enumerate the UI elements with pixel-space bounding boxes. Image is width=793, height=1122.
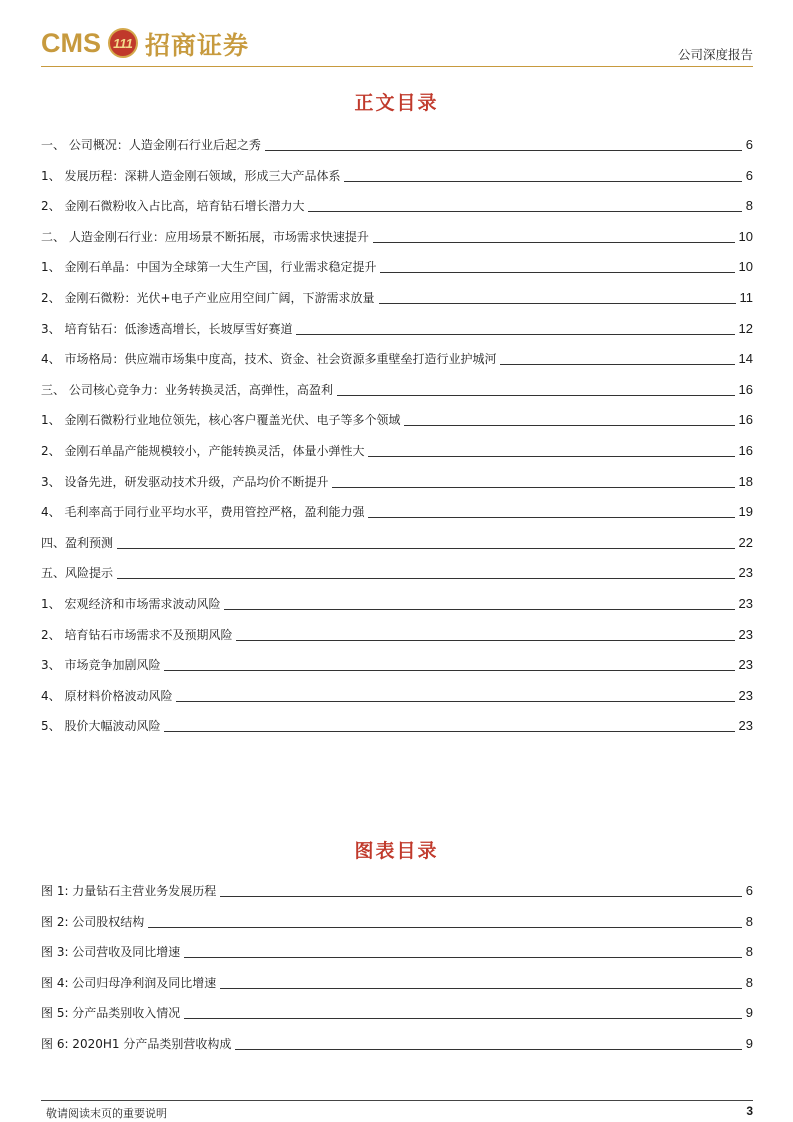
toc-entry[interactable]	[41, 686, 753, 703]
toc-entry-page: 23	[738, 626, 753, 642]
toc-entry[interactable]	[41, 288, 753, 305]
dot-leader	[373, 242, 735, 243]
footer-note: 敬请阅读末页的重要说明	[46, 1107, 167, 1120]
toc-entry-page: 12	[738, 320, 753, 336]
toc-entry-label: 二、 人造金刚石行业：应用场景不断拓展，市场需求快速提升	[41, 229, 369, 244]
figure-entry[interactable]	[41, 1034, 753, 1051]
toc-entry-page: 23	[738, 718, 753, 734]
logo-badge-icon: 111	[108, 28, 138, 58]
dot-leader	[265, 150, 742, 151]
toc-entry[interactable]	[41, 166, 753, 183]
figure-entry-label: 图 4: 公司归母净利润及同比增速	[41, 975, 217, 990]
toc-entry[interactable]	[41, 563, 753, 580]
dot-leader	[220, 988, 741, 989]
dot-leader	[184, 1018, 741, 1019]
figure-toc-title: 图表目录	[354, 840, 439, 862]
dot-leader	[164, 670, 734, 671]
figure-entry-page: 9	[745, 1005, 753, 1021]
toc-entry[interactable]	[41, 349, 753, 366]
toc-entry-label: 五、风险提示	[41, 566, 114, 581]
toc-entry-label: 2、 金刚石微粉收入占比高，培育钻石增长潜力大	[41, 199, 305, 214]
header-divider	[41, 66, 753, 67]
figure-entry[interactable]	[41, 1003, 753, 1020]
toc-entry[interactable]	[41, 135, 753, 152]
toc-entry-label: 1、 发展历程：深耕人造金刚石领域，形成三大产品体系	[41, 168, 341, 183]
toc-entry-page: 11	[739, 290, 753, 305]
dot-leader	[332, 487, 734, 488]
figure-entry-label: 图 2: 公司股权结构	[41, 914, 145, 929]
figure-entry-label: 图 1: 力量钻石主营业务发展历程	[41, 884, 217, 898]
figure-entry-page: 8	[745, 974, 753, 990]
dot-leader	[368, 456, 734, 457]
toc-entry-label: 1、 宏观经济和市场需求波动风险	[41, 597, 221, 611]
toc-entry[interactable]	[41, 625, 753, 642]
figure-entry[interactable]	[41, 973, 753, 990]
figure-entry-page: 8	[745, 944, 753, 960]
toc-entry-label: 1、 金刚石单晶：中国为全球第一大生产国，行业需求稳定提升	[41, 260, 377, 275]
toc-entry[interactable]	[41, 716, 753, 733]
toc-entry-page: 8	[745, 198, 753, 214]
footer-page-number: 3	[746, 1104, 753, 1118]
toc-entry-page: 23	[738, 687, 753, 703]
toc-entry-label: 5、 股价大幅波动风险	[41, 719, 161, 734]
report-type-label: 公司深度报告	[677, 47, 753, 62]
dot-leader	[224, 609, 734, 610]
toc-entry-label: 一、 公司概况：人造金刚石行业后起之秀	[41, 138, 261, 152]
figure-entry[interactable]	[41, 912, 753, 929]
toc-entry-page: 22	[738, 534, 753, 550]
toc-entry[interactable]	[41, 196, 753, 213]
dot-leader	[235, 1049, 741, 1050]
toc-entry-label: 三、 公司核心竞争力：业务转换灵活，高弹性，高盈利	[41, 382, 333, 397]
dot-leader	[404, 425, 734, 426]
toc-entry-page: 23	[738, 657, 753, 673]
toc-entry-page: 16	[738, 443, 753, 458]
dot-leader	[368, 517, 734, 518]
toc-entry-page: 16	[738, 412, 753, 428]
dot-leader	[176, 701, 734, 702]
logo-chinese-name: 招商证券	[145, 31, 250, 60]
toc-entry-page: 14	[738, 351, 753, 367]
dot-leader	[379, 303, 736, 304]
toc-entry-page: 10	[738, 228, 753, 244]
toc-entry-page: 19	[738, 504, 753, 520]
toc-entry-label: 4、 毛利率高于同行业平均水平，费用管控严格，盈利能力强	[41, 505, 365, 520]
toc-entry-page: 23	[738, 565, 753, 581]
dot-leader	[236, 640, 734, 641]
dot-leader	[500, 364, 734, 365]
toc-entry-page: 10	[738, 259, 753, 275]
dot-leader	[337, 395, 735, 396]
toc-entry[interactable]	[41, 410, 753, 427]
toc-entry[interactable]	[41, 441, 753, 458]
dot-leader	[164, 731, 734, 732]
toc-entry-label: 4、 市场格局：供应端市场集中度高，技术、资金、社会资源多重壁垒打造行业护城河	[41, 352, 497, 367]
logo-cms: CMS	[41, 28, 101, 58]
toc-entry-page: 18	[738, 473, 753, 489]
toc-entry-page: 6	[745, 167, 753, 183]
figure-entry-page: 8	[745, 913, 753, 929]
toc-entry-label: 2、 金刚石微粉：光伏+电子产业应用空间广阔，下游需求放量	[41, 291, 375, 305]
dot-leader	[380, 272, 734, 273]
toc-entry-label: 3、 设备先进，研发驱动技术升级，产品均价不断提升	[41, 474, 329, 489]
toc-entry-label: 3、 培育钻石：低渗透高增长，长坡厚雪好赛道	[41, 321, 293, 336]
toc-entry-label: 1、 金刚石微粉行业地位领先，核心客户覆盖光伏、电子等多个领域	[41, 413, 401, 428]
toc-entry-label: 4、 原材料价格波动风险	[41, 688, 173, 703]
toc-entry-label: 3、 市场竞争加剧风险	[41, 658, 161, 673]
dot-leader	[296, 334, 734, 335]
toc-entry[interactable]	[41, 472, 753, 489]
toc-entry[interactable]	[41, 380, 753, 397]
toc-entry-label: 2、 金刚石单晶产能规模较小，产能转换灵活，体量小弹性大	[41, 444, 365, 458]
footer-divider	[41, 1100, 753, 1101]
toc-entry[interactable]	[41, 227, 753, 244]
dot-leader	[148, 927, 741, 928]
toc-entry-label: 四、盈利预测	[41, 535, 114, 550]
toc-entry-page: 23	[738, 596, 753, 611]
main-toc-title: 正文目录	[354, 92, 439, 114]
figure-entry-label: 图 5: 分产品类别收入情况	[41, 1006, 181, 1021]
figure-entry[interactable]	[41, 881, 753, 898]
figure-entry[interactable]	[41, 942, 753, 959]
toc-entry-page: 16	[738, 381, 753, 397]
toc-entry[interactable]	[41, 257, 753, 274]
page-header	[41, 26, 753, 66]
figure-entry-page: 9	[745, 1036, 753, 1051]
toc-entry[interactable]	[41, 655, 753, 672]
figure-entry-label: 图 3: 公司营收及同比增速	[41, 945, 181, 960]
dot-leader	[184, 957, 741, 958]
toc-entry-page: 6	[745, 137, 753, 152]
figure-entry-page: 6	[745, 883, 753, 898]
dot-leader	[220, 896, 741, 897]
toc-entry[interactable]	[41, 319, 753, 336]
dot-leader	[308, 211, 741, 212]
toc-entry[interactable]	[41, 502, 753, 519]
toc-entry[interactable]	[41, 533, 753, 550]
dot-leader	[117, 548, 735, 549]
toc-entry-label: 2、 培育钻石市场需求不及预期风险	[41, 627, 233, 642]
figure-entry-label: 图 6: 2020H1 分产品类别营收构成	[41, 1037, 232, 1051]
dot-leader	[117, 578, 735, 579]
toc-entry[interactable]	[41, 594, 753, 611]
dot-leader	[344, 181, 741, 182]
